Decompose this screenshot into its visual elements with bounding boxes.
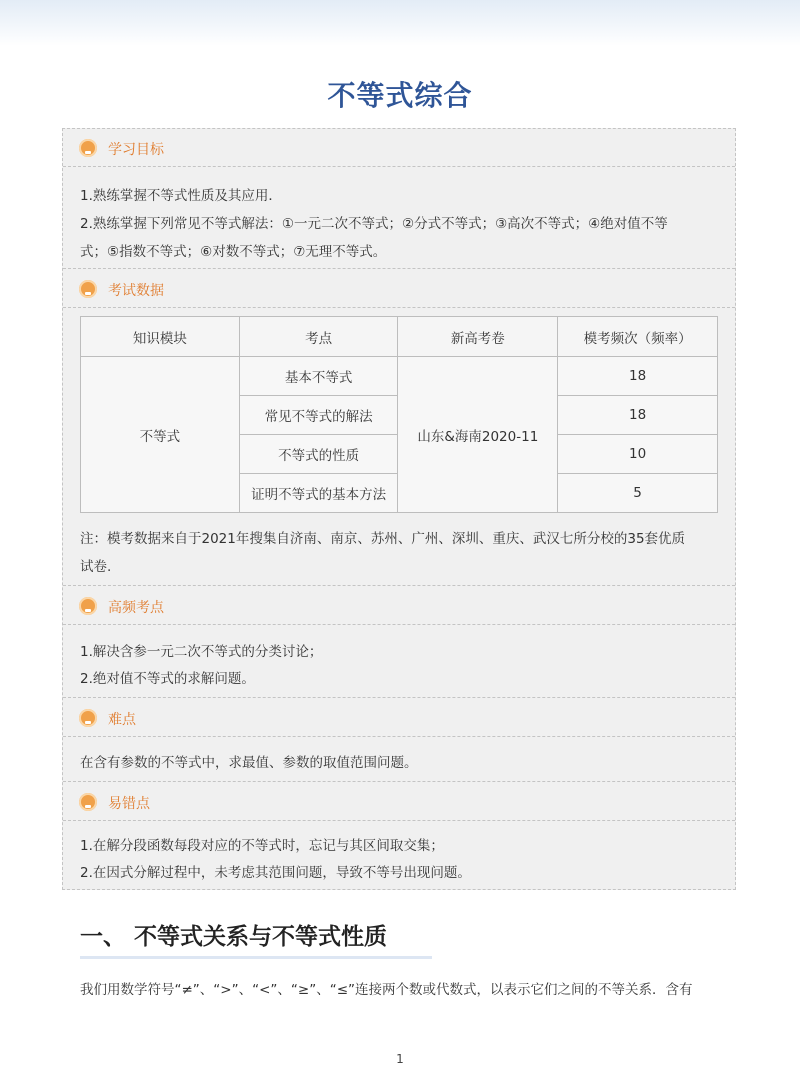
column-header: 模考频次（频率）	[558, 317, 718, 357]
frequent-line: 1.解决含参一元二次不等式的分类讨论；	[80, 644, 323, 660]
point-cell: 基本不等式	[239, 357, 398, 396]
column-header: 新高考卷	[398, 317, 558, 357]
section-body-exam-data	[63, 309, 735, 586]
mistake-line: 1.在解分段函数每段对应的不等式时，忘记与其区间取交集；	[80, 838, 444, 854]
frequency-cell: 18	[558, 396, 718, 435]
section-body-mistakes	[63, 822, 735, 889]
page-number: 1	[396, 1052, 404, 1066]
column-header: 考点	[239, 317, 398, 357]
section-title: 高频考点	[108, 600, 164, 616]
point-cell: 常见不等式的解法	[239, 396, 398, 435]
frequency-cell: 10	[558, 435, 718, 474]
section-body-goals	[63, 168, 735, 269]
note-line: 试卷.	[80, 559, 112, 575]
frequency-cell: 5	[558, 474, 718, 513]
lightbulb-icon	[79, 597, 97, 615]
section-title: 易错点	[108, 796, 150, 812]
goal-line: 式；⑤指数不等式；⑥对数不等式；⑦无理不等式。	[80, 244, 387, 260]
module-cell: 不等式	[81, 357, 240, 513]
lightbulb-icon	[79, 793, 97, 811]
section-header-exam-data	[63, 270, 735, 308]
mistake-line: 2.在因式分解过程中，未考虑其范围问题，导致不等号出现问题。	[80, 865, 471, 881]
section-title: 考试数据	[108, 283, 164, 299]
lightbulb-icon	[79, 139, 97, 157]
section-heading: 一、 不等式关系与不等式性质	[80, 924, 388, 950]
point-cell: 证明不等式的基本方法	[239, 474, 398, 513]
overview-panel	[62, 128, 736, 890]
section-header-goals	[63, 129, 735, 167]
exam-cell: 山东&海南2020-11	[398, 357, 558, 513]
section-header-mistakes	[63, 783, 735, 821]
goal-line: 1.熟练掌握不等式性质及其应用．	[80, 188, 282, 204]
section-title: 难点	[108, 712, 136, 728]
document-title: 不等式综合	[327, 79, 473, 112]
difficult-line: 在含有参数的不等式中，求最值、参数的取值范围问题。	[80, 755, 418, 771]
section-header-difficult	[63, 699, 735, 737]
point-cell: 不等式的性质	[239, 435, 398, 474]
frequent-line: 2.绝对值不等式的求解问题。	[80, 671, 255, 687]
section-header-frequent	[63, 587, 735, 625]
note-line: 注：模考数据来自于2021年搜集自济南、南京、苏州、广州、深圳、重庆、武汉七所分校的35套优质	[80, 531, 686, 547]
header-band	[0, 0, 800, 46]
lightbulb-icon	[79, 709, 97, 727]
section-title: 学习目标	[108, 142, 164, 158]
section-body-difficult	[63, 738, 735, 782]
body-paragraph: 我们用数学符号“≠”、“>”、“<”、“≥”、“≤”连接两个数或代数式，以表示它们之间的不等关系．含有	[80, 982, 693, 998]
section-body-frequent	[63, 626, 735, 698]
column-header: 知识模块	[81, 317, 240, 357]
frequency-cell: 18	[558, 357, 718, 396]
goal-line: 2.熟练掌握下列常见不等式解法：①一元二次不等式；②分式不等式；③高次不等式；④绝对值不等	[80, 216, 668, 232]
lightbulb-icon	[79, 280, 97, 298]
heading-underline	[80, 956, 432, 959]
